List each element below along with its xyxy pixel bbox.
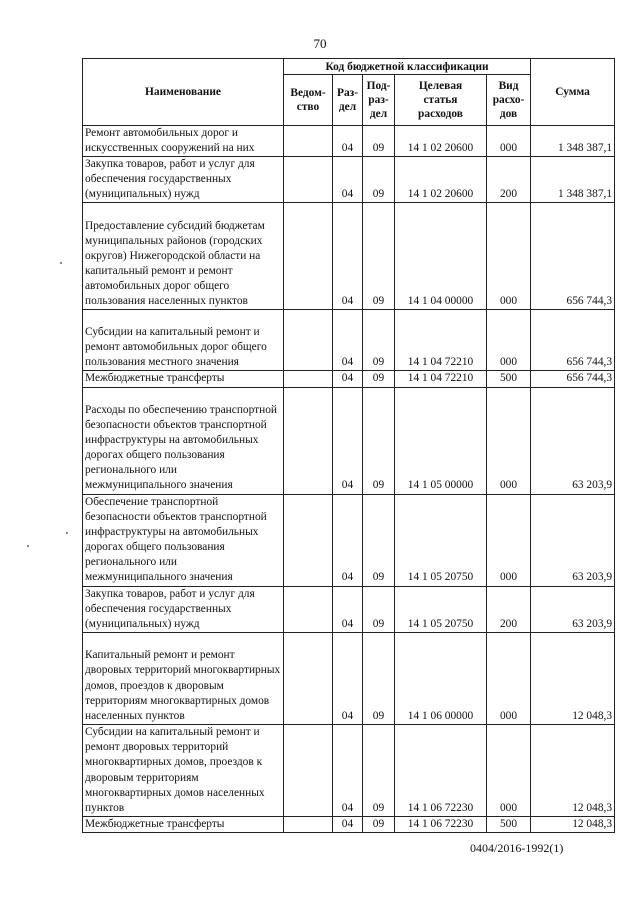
column-header-target-item: [395, 75, 487, 126]
cell-name: Обеспечение транспортной безопасности объектов транспортной инфраструктуры на автомобильных дорогах общего пользования регионального или межмуниципального значения: [83, 494, 284, 586]
cell-section: 04: [333, 203, 363, 310]
cell-name: Ремонт автомобильных дорог и искусственных сооружений на них: [83, 126, 284, 157]
cell-name: Закупка товаров, работ и услуг для обеспечения государственных (муниципальных) нужд: [83, 157, 284, 203]
scan-speck: [66, 532, 68, 534]
cell-subsection: 09: [363, 126, 395, 157]
table-row: [83, 157, 615, 203]
cell-department: [284, 724, 333, 816]
cell-subsection: 09: [363, 203, 395, 310]
table-body: [83, 126, 615, 833]
table-row: [83, 387, 615, 494]
cell-expense-type: 200: [487, 157, 531, 203]
cell-subsection: 09: [363, 157, 395, 203]
target-item-header-text: Целевая статья расходов: [418, 80, 463, 120]
cell-sum: 656 744,3: [531, 310, 615, 371]
column-header-department: [284, 75, 333, 126]
cell-target-item: 14 1 06 72230: [395, 724, 487, 816]
cell-sum: 656 744,3: [531, 203, 615, 310]
cell-department: [284, 371, 333, 387]
cell-expense-type: 500: [487, 816, 531, 832]
table-row: [83, 494, 615, 586]
cell-subsection: 09: [363, 724, 395, 816]
cell-expense-type: 000: [487, 203, 531, 310]
cell-name: Расходы по обеспечению транспортной безопасности объектов транспортной инфраструктуры на автомобильных дорогах общего пользования регионального или межмуниципального значения: [83, 387, 284, 494]
cell-target-item: 14 1 05 20750: [395, 586, 487, 632]
cell-department: [284, 157, 333, 203]
cell-department: [284, 203, 333, 310]
cell-section: 04: [333, 586, 363, 632]
cell-department: [284, 387, 333, 494]
cell-target-item: 14 1 02 20600: [395, 157, 487, 203]
cell-expense-type: 000: [487, 494, 531, 586]
cell-department: [284, 586, 333, 632]
cell-name: Предоставление субсидий бюджетам муниципальных районов (городских округов) Нижегородской области на капитальный ремонт и ремонт автомобильных дорог общего пользования населенных пунктов: [83, 203, 284, 310]
cell-section: 04: [333, 494, 363, 586]
cell-subsection: 09: [363, 816, 395, 832]
cell-target-item: 14 1 04 00000: [395, 203, 487, 310]
cell-name: Межбюджетные трансферты: [83, 816, 284, 832]
cell-target-item: 14 1 04 72210: [395, 371, 487, 387]
cell-section: 04: [333, 632, 363, 724]
cell-subsection: 09: [363, 586, 395, 632]
cell-department: [284, 126, 333, 157]
cell-sum: 12 048,3: [531, 816, 615, 832]
cell-name: Субсидии на капитальный ремонт и ремонт дворовых территорий многоквартирных домов, проездов к дворовым территориям многоквартирных домов населенных пунктов: [83, 724, 284, 816]
cell-target-item: 14 1 06 72230: [395, 816, 487, 832]
cell-expense-type: 000: [487, 632, 531, 724]
cell-target-item: 14 1 02 20600: [395, 126, 487, 157]
document-code: 0404/2016-1992(1): [470, 841, 564, 855]
column-header-expense-type: [487, 75, 531, 126]
cell-name: Капитальный ремонт и ремонт дворовых территорий многоквартирных домов, проездов к дворовым территориям многоквартирных домов населенных пунктов: [83, 632, 284, 724]
cell-expense-type: 000: [487, 724, 531, 816]
cell-expense-type: 500: [487, 371, 531, 387]
department-header-text: Ведом- ство: [290, 87, 326, 113]
cell-expense-type: 000: [487, 310, 531, 371]
cell-subsection: 09: [363, 371, 395, 387]
cell-sum: 12 048,3: [531, 724, 615, 816]
column-group-header-budget-code: Код бюджетной классификации: [284, 59, 531, 75]
cell-target-item: 14 1 06 00000: [395, 632, 487, 724]
cell-sum: 63 203,9: [531, 387, 615, 494]
subsection-header-text: Под- раз- дел: [366, 80, 391, 120]
cell-name: Закупка товаров, работ и услуг для обеспечения государственных (муниципальных) нужд: [83, 586, 284, 632]
column-header-section: [333, 75, 363, 126]
table-row: [83, 632, 615, 724]
cell-sum: 1 348 387,1: [531, 157, 615, 203]
cell-name: Межбюджетные трансферты: [83, 371, 284, 387]
column-header-subsection: [363, 75, 395, 126]
cell-department: [284, 632, 333, 724]
table-row: [83, 816, 615, 832]
cell-subsection: 09: [363, 387, 395, 494]
cell-section: 04: [333, 157, 363, 203]
cell-target-item: 14 1 05 00000: [395, 387, 487, 494]
cell-section: 04: [333, 387, 363, 494]
cell-subsection: 09: [363, 310, 395, 371]
page-number: 70: [313, 36, 327, 51]
section-header-text: Раз- дел: [336, 87, 359, 113]
table-row: [83, 310, 615, 371]
cell-section: 04: [333, 126, 363, 157]
cell-expense-type: 000: [487, 126, 531, 157]
cell-section: 04: [333, 816, 363, 832]
cell-target-item: 14 1 05 20750: [395, 494, 487, 586]
cell-expense-type: 000: [487, 387, 531, 494]
budget-table: [82, 58, 615, 833]
cell-section: 04: [333, 371, 363, 387]
cell-sum: 656 744,3: [531, 371, 615, 387]
table-row: [83, 586, 615, 632]
expense-type-header-text: Вид расхо- дов: [492, 80, 525, 120]
table-row: [83, 203, 615, 310]
column-header-name: Наименование: [83, 59, 284, 126]
cell-expense-type: 200: [487, 586, 531, 632]
cell-section: 04: [333, 310, 363, 371]
cell-target-item: 14 1 04 72210: [395, 310, 487, 371]
cell-subsection: 09: [363, 494, 395, 586]
table-row: [83, 126, 615, 157]
cell-department: [284, 494, 333, 586]
cell-sum: 1 348 387,1: [531, 126, 615, 157]
table-row: [83, 371, 615, 387]
cell-subsection: 09: [363, 632, 395, 724]
cell-department: [284, 310, 333, 371]
cell-department: [284, 816, 333, 832]
cell-sum: 12 048,3: [531, 632, 615, 724]
cell-name: Субсидии на капитальный ремонт и ремонт автомобильных дорог общего пользования местного значения: [83, 310, 284, 371]
scan-speck: [27, 545, 29, 547]
scan-speck: [60, 262, 62, 264]
column-header-sum: Сумма: [531, 59, 615, 126]
cell-sum: 63 203,9: [531, 586, 615, 632]
cell-section: 04: [333, 724, 363, 816]
table-row: [83, 724, 615, 816]
cell-sum: 63 203,9: [531, 494, 615, 586]
